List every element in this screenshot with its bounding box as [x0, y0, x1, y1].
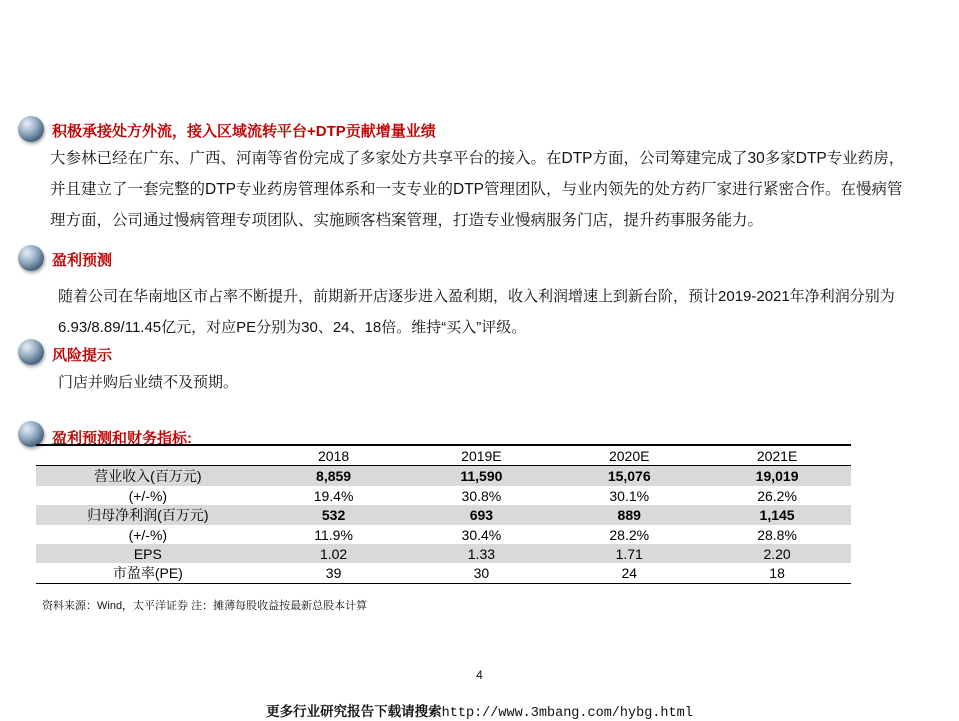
- table-header-cell: [36, 445, 260, 466]
- table-cell: 30.8%: [461, 487, 502, 504]
- table-cell: 18: [703, 563, 851, 584]
- table-cell: 30.1%: [609, 487, 650, 504]
- source-note: 资料来源：Wind，太平洋证券 注：摊薄每股收益按最新总股本计算: [42, 600, 368, 612]
- table-cell: 1.33: [407, 544, 555, 563]
- table-cell: 8,859: [260, 466, 408, 487]
- table-row: [36, 563, 851, 584]
- table-row: [36, 486, 851, 505]
- table-cell: 26.2%: [757, 487, 797, 504]
- table-header-cell: 2020E: [555, 445, 703, 466]
- table-cell: 532: [260, 505, 408, 525]
- table-header-cell: 2018: [260, 445, 408, 466]
- row-label: (+/-%): [128, 526, 168, 543]
- section-body-risk: 门店并购后业绩不及预期。: [58, 374, 239, 391]
- table-row: [36, 466, 851, 487]
- section-heading-risk: 风险提示: [52, 347, 113, 364]
- table-cell: 1,145: [703, 505, 851, 525]
- table-cell: 15,076: [555, 466, 703, 487]
- row-label: 归母净利润(百万元): [36, 505, 260, 525]
- section-bullet-icon: [18, 339, 44, 365]
- table-cell: 30: [407, 563, 555, 584]
- table-cell: 2.20: [703, 544, 851, 563]
- table-cell: 11,590: [407, 466, 555, 487]
- table-cell: 19,019: [703, 466, 851, 487]
- footer-banner: [0, 700, 959, 721]
- row-label: EPS: [36, 544, 260, 563]
- footer-text: 更多行业研究报告下载请搜索: [266, 704, 442, 719]
- table-row: [36, 505, 851, 525]
- table-cell: 24: [555, 563, 703, 584]
- table-header-row: [36, 445, 851, 466]
- row-label: 营业收入(百万元): [36, 466, 260, 487]
- section-heading-profit-forecast: 盈利预测: [52, 252, 113, 269]
- section-heading-financials: 盈利预测和财务指标:: [52, 430, 192, 447]
- row-label: 市盈率(PE): [36, 563, 260, 584]
- table-cell: 30.4%: [461, 526, 502, 543]
- table-cell: 1.02: [260, 544, 408, 563]
- section-bullet-icon: [18, 116, 44, 142]
- table-cell: 889: [555, 505, 703, 525]
- table-row: [36, 525, 851, 544]
- financial-table: [36, 444, 851, 584]
- section-heading-dtp: 积极承接处方外流，接入区域流转平台+DTP贡献增量业绩: [52, 123, 436, 140]
- table-cell: 28.2%: [609, 526, 650, 543]
- row-label: (+/-%): [128, 487, 168, 504]
- section-bullet-icon: [18, 245, 44, 271]
- table-cell: 39: [260, 563, 408, 584]
- section-body-dtp: 大参林已经在广东、广西、河南等省份完成了多家处方共享平台的接入。在DTP方面，公司筹建完成了30多家DTP专业药房，并且建立了一套完整的DTP专业药房管理体系和一支专业的DTP管理团队，与业内领先的处方药厂家进行紧密合作。在慢病管理方面，公司通过慢病管理专项团队、实施顾客档案管理，打造专业慢病服务门店，提升药事服务能力。: [50, 150, 905, 229]
- table-header-cell: 2021E: [703, 445, 851, 466]
- page-number: 4: [476, 668, 483, 682]
- table-cell: 11.9%: [314, 526, 353, 543]
- table-header-cell: 2019E: [407, 445, 555, 466]
- table-row: [36, 544, 851, 563]
- section-body-profit-forecast: 随着公司在华南地区市占率不断提升，前期新开店逐步进入盈利期，收入利润增速上到新台阶，预计2019-2021年净利润分别为6.93/8.89/11.45亿元，对应PE分别为30、24、18倍。维持“买入”评级。: [58, 288, 895, 336]
- table-cell: 1.71: [555, 544, 703, 563]
- footer-link[interactable]: http://www.3mbang.com/hybg.html: [441, 706, 693, 721]
- table-cell: 28.8%: [757, 526, 797, 543]
- table-cell: 693: [407, 505, 555, 525]
- table-cell: 19.4%: [313, 487, 354, 504]
